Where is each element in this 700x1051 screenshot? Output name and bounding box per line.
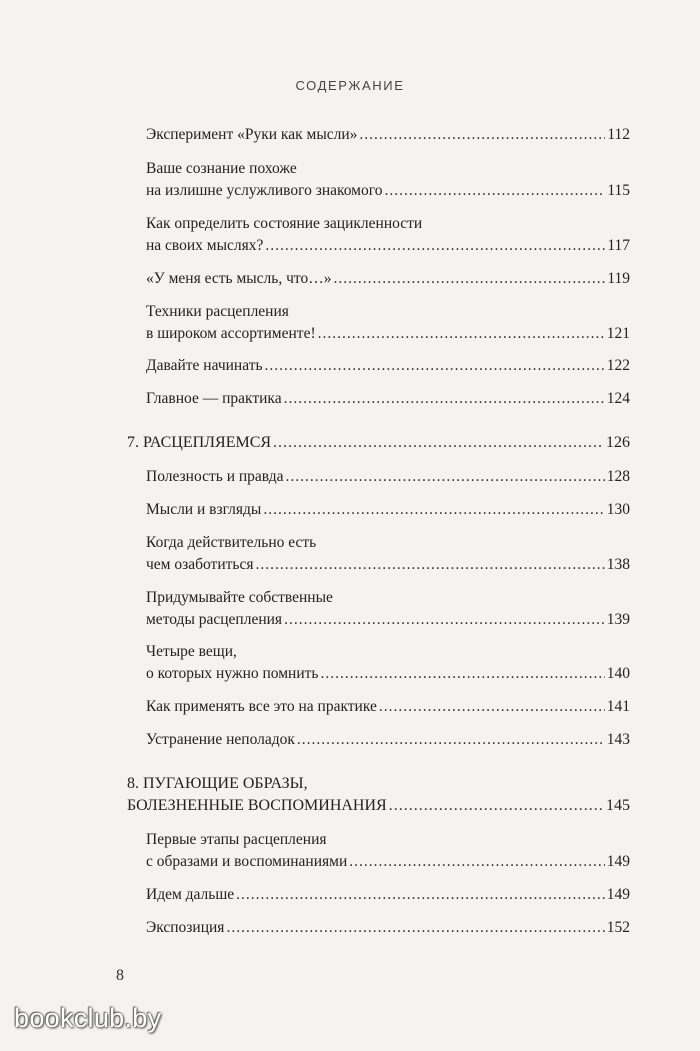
- toc-entry-title-line: методы расцепления: [146, 611, 283, 628]
- toc-entry-title: Мысли и взгляды: [146, 501, 262, 518]
- toc-chapter: [127, 773, 630, 817]
- toc-entry: [146, 641, 630, 685]
- toc-entry-title-line: Четыре вещи,: [146, 643, 237, 660]
- toc-entry-page: 149: [606, 853, 630, 870]
- page-number: 8: [116, 967, 124, 984]
- toc-entry-page: 140: [606, 665, 630, 682]
- toc-entry-title: «У меня есть мысль, что…»: [146, 270, 332, 287]
- toc-entry: [146, 158, 630, 202]
- toc-entry: [146, 532, 630, 576]
- dot-leader: [226, 917, 604, 939]
- toc-entry-title-line: в широком ассортименте!: [146, 325, 316, 342]
- toc-entry-title-line: Ваше сознание похоже: [146, 160, 297, 177]
- toc-entry-title-line: Первые этапы расцепления: [146, 831, 327, 848]
- toc-entry: [146, 466, 630, 488]
- toc-entry-page: 143: [606, 731, 630, 748]
- toc-entry: [146, 729, 630, 751]
- toc-entry-title-line: чем озаботиться: [146, 556, 254, 573]
- dot-leader: [284, 388, 605, 410]
- toc-entry-page: 112: [607, 126, 630, 143]
- dot-leader: [320, 663, 604, 685]
- toc-entry: [146, 499, 630, 521]
- toc-entry: [146, 355, 630, 377]
- dot-leader: [359, 124, 605, 146]
- toc-entry-page: 145: [606, 797, 630, 814]
- watermark: bookclub.by: [14, 1003, 162, 1033]
- toc-entry: [146, 213, 630, 257]
- toc-entry-title: Как применять все это на практике: [146, 698, 377, 715]
- toc-entry-page: 152: [606, 919, 630, 936]
- dot-leader: [265, 355, 605, 377]
- toc-entry-page: 121: [606, 325, 630, 342]
- dot-leader: [263, 499, 604, 521]
- toc-entry-page: 141: [606, 698, 630, 715]
- dot-leader: [255, 554, 604, 576]
- toc-entry-title-line: на своих мыслях?: [146, 237, 264, 254]
- toc-entry-title: Давайте начинать: [146, 357, 263, 374]
- dot-leader: [286, 466, 605, 488]
- toc-entry-title-line: Техники расцепления: [146, 303, 289, 320]
- toc-entry: [146, 884, 630, 906]
- dot-leader: [265, 235, 605, 257]
- toc-entry-title: Экспозиция: [146, 919, 225, 936]
- toc-entry-title-line: на излишне услужливого знакомого: [146, 182, 383, 199]
- toc-entry: [146, 917, 630, 939]
- toc-entry: [146, 124, 630, 146]
- toc-entry-page: 119: [607, 270, 630, 287]
- toc-chapter-title-line: 8. ПУГАЮЩИЕ ОБРАЗЫ,: [127, 775, 308, 792]
- toc-entry-title-line: Когда действительно есть: [146, 534, 317, 551]
- toc-entry-page: 122: [606, 357, 630, 374]
- dot-leader: [273, 432, 604, 454]
- toc-entry-title: Устранение неполадок: [146, 731, 295, 748]
- toc-entry-title: Эксперимент «Руки как мысли»: [146, 126, 358, 143]
- toc-chapter: [127, 432, 630, 454]
- toc-entry-page: 128: [606, 468, 630, 485]
- toc-entry-page: 139: [606, 611, 630, 628]
- toc-entry-title-line: Как определить состояние зацикленности: [146, 215, 423, 232]
- dot-leader: [384, 180, 605, 202]
- toc-entry: [146, 829, 630, 873]
- dot-leader: [379, 696, 605, 718]
- dot-leader: [333, 268, 605, 290]
- dot-leader: [389, 795, 604, 817]
- toc-entry-page: 115: [607, 182, 630, 199]
- toc-entry-title: Главное — практика: [146, 390, 282, 407]
- toc-entry-title-line: Придумывайте собственные: [146, 589, 333, 606]
- toc-entry: [146, 301, 630, 345]
- dot-leader: [284, 609, 605, 631]
- toc-entry-page: 149: [606, 886, 630, 903]
- toc-entry-page: 130: [606, 501, 630, 518]
- toc-entry-title: Полезность и правда: [146, 468, 284, 485]
- toc-chapter-title: 7. РАСЦЕПЛЯЕМСЯ: [127, 434, 272, 451]
- toc-entry-title-line: с образами и воспоминаниями: [146, 853, 348, 870]
- toc-entry-page: 124: [606, 390, 630, 407]
- toc-entry-title-line: о которых нужно помнить: [146, 665, 319, 682]
- toc-chapter-title-line: БОЛЕЗНЕННЫЕ ВОСПОМИНАНИЯ: [127, 797, 387, 814]
- dot-leader: [297, 729, 605, 751]
- toc-entry-title: Идем дальше: [146, 886, 235, 903]
- toc-entry: [146, 268, 630, 290]
- running-head: СОДЕРЖАНИЕ: [295, 78, 405, 93]
- toc-entry-page: 126: [606, 434, 630, 451]
- toc-entry: [146, 587, 630, 631]
- dot-leader: [236, 884, 605, 906]
- toc-entry: [146, 696, 630, 718]
- toc-entry: [146, 388, 630, 410]
- toc-entry-page: 117: [607, 237, 630, 254]
- dot-leader: [349, 851, 604, 873]
- dot-leader: [318, 323, 605, 345]
- toc-entry-page: 138: [606, 556, 630, 573]
